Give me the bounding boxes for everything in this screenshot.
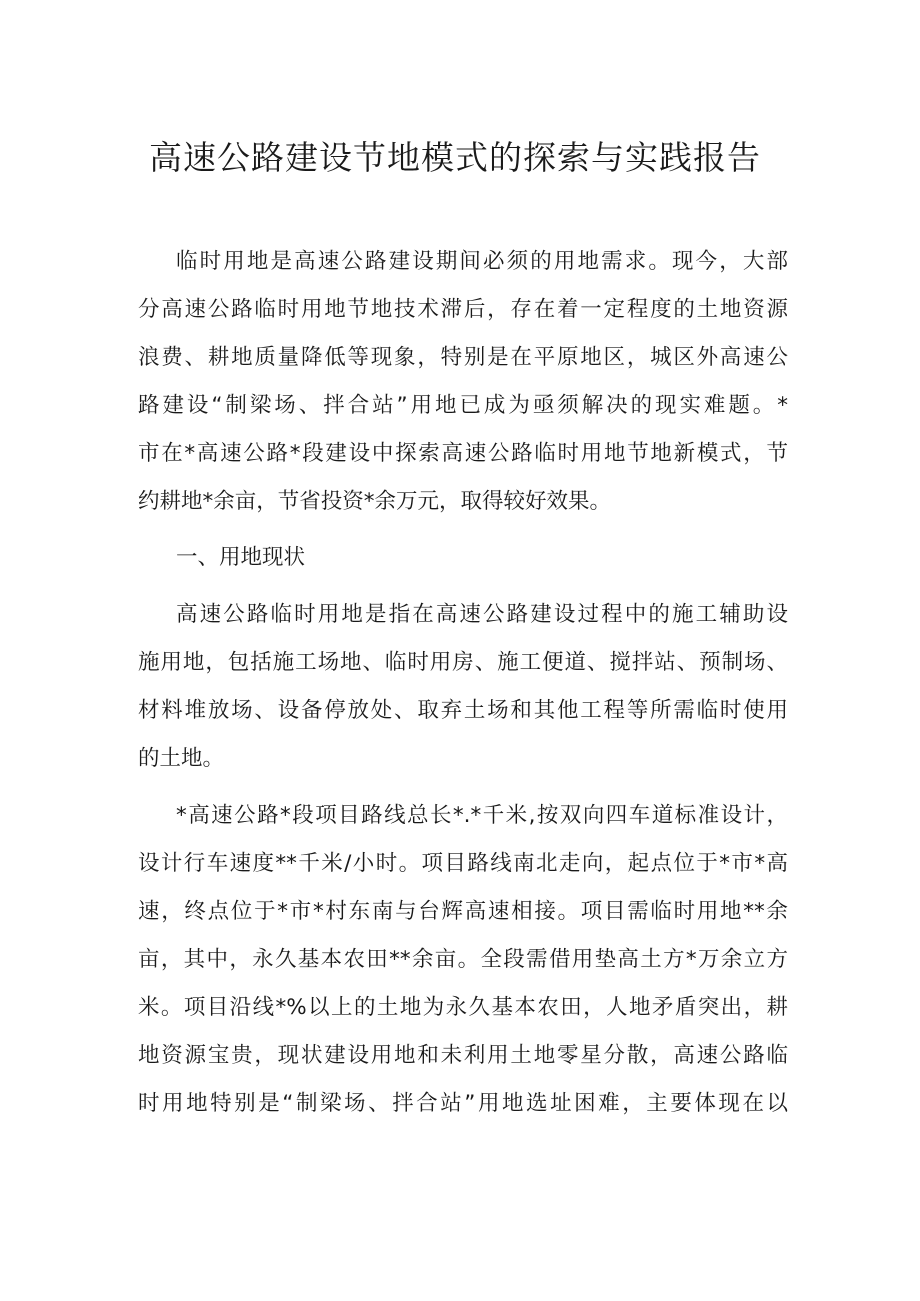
paragraph-3-line-5: 米。项目沿线*%以上的土地为永久基本农田，人地矛盾突出，耕 [138, 995, 788, 1020]
paragraph-1-line-1: 临时用地是高速公路建设期间必须的用地需求。现今，大部 [176, 249, 788, 274]
paragraph-1-line-5: 市在*高速公路*段建设中探索高速公路临时用地节地新模式，节 [138, 441, 788, 466]
paragraph-3-line-6: 地资源宝贵，现状建设用地和未利用土地零星分散，高速公路临 [138, 1043, 788, 1068]
paragraph-3-line-1: *高速公路*段项目路线总长*.*千米,按双向四车道标准设计， [176, 803, 788, 828]
paragraph-1-line-2: 分高速公路临时用地节地技术滞后，存在着一定程度的土地资源 [138, 297, 788, 322]
paragraph-3-line-3: 速，终点位于*市*村东南与台辉高速相接。项目需临时用地**余 [138, 899, 788, 924]
paragraph-2-line-1: 高速公路临时用地是指在高速公路建设过程中的施工辅助设 [176, 602, 788, 627]
paragraph-3-line-7: 时用地特别是“制梁场、拌合站”用地选址困难，主要体现在以 [138, 1091, 788, 1116]
paragraph-1-line-6: 约耕地*余亩，节省投资*余万元，取得较好效果。 [138, 489, 612, 514]
paragraph-2-line-2: 施用地，包括施工场地、临时用房、施工便道、搅拌站、预制场、 [138, 650, 788, 675]
paragraph-2-line-3: 材料堆放场、设备停放处、取弃土场和其他工程等所需临时使用 [138, 698, 788, 723]
paragraph-3-line-2: 设计行车速度**千米/小时。项目路线南北走向，起点位于*市*高 [138, 851, 788, 876]
paragraph-3-line-4: 亩，其中，永久基本农田**余亩。全段需借用垫高土方*万余立方 [138, 947, 788, 972]
paragraph-1-line-3: 浪费、耕地质量降低等现象，特别是在平原地区，城区外高速公 [138, 345, 788, 370]
section-heading-1: 一、用地现状 [176, 545, 306, 570]
paragraph-1-line-4: 路建设“制梁场、拌合站”用地已成为亟须解决的现实难题。* [138, 393, 788, 418]
paragraph-2-line-4: 的土地。 [138, 746, 225, 771]
document-title: 高速公路建设节地模式的探索与实践报告 [149, 138, 761, 177]
